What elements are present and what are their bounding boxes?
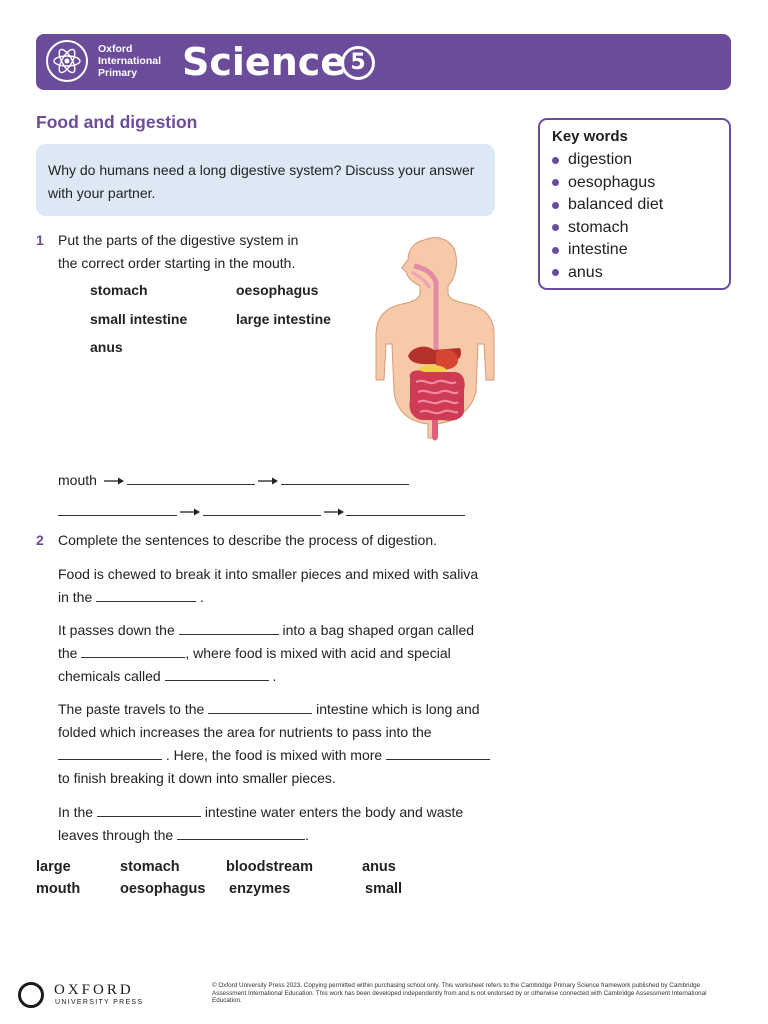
- key-word-item: [552, 239, 717, 262]
- arrow-right-icon: [324, 507, 344, 517]
- fill-blank[interactable]: [58, 745, 162, 760]
- paragraph-1: [58, 563, 508, 609]
- bullet-icon: [552, 224, 559, 231]
- order-blank-3[interactable]: [58, 515, 177, 516]
- paragraph-3: [58, 698, 508, 790]
- publisher-name: OXFORD: [54, 982, 134, 998]
- arrow-right-icon: [258, 476, 278, 486]
- word-bank-item: small: [365, 881, 403, 897]
- text-segment: intestine which is long and: [316, 701, 480, 717]
- text-segment: leaves through the: [58, 827, 174, 843]
- word-bank-item: anus: [362, 859, 396, 875]
- paragraph-2-line-1: [58, 619, 508, 642]
- key-word-item: [552, 194, 717, 217]
- question-2-prompt: Complete the sentences to describe the process of digestion.: [58, 532, 437, 548]
- key-word: anus: [568, 263, 603, 281]
- discussion-box: Why do humans need a long digestive system? Discuss your answer with your partner.: [36, 144, 495, 216]
- bullet-icon: [552, 269, 559, 276]
- key-word-item: [552, 172, 717, 195]
- bullet-icon: [552, 247, 559, 254]
- paragraph-4: [58, 801, 508, 847]
- text-segment: In the: [58, 804, 94, 820]
- paragraph-1-line-1: Food is chewed to break it into smaller pieces and mixed with saliva: [58, 566, 479, 582]
- order-blank-5[interactable]: [346, 515, 465, 516]
- paragraph-3-line-3: [58, 744, 508, 767]
- paragraph-2: [58, 619, 508, 688]
- atom-logo-icon: [46, 40, 88, 82]
- question-2-number: 2: [36, 532, 44, 548]
- fill-blank[interactable]: [165, 666, 269, 681]
- word-bank-item: bloodstream: [226, 859, 314, 875]
- part-word-oesophagus: oesophagus: [236, 282, 319, 298]
- arrow-right-icon: [180, 507, 200, 517]
- copyright-notice: © Oxford University Press 2023. Copying permitted within purchasing school only. This worksheet refers to the Cambridge Primary Science framework published by Cambridge Assessment International Education. This work has been developed independently from and is not endorsed by or otherwise connected with Cambridge Assessment International Education.: [212, 982, 707, 1005]
- question-1-line-2: the correct order starting in the mouth.: [58, 255, 296, 271]
- word-bank-item: large: [36, 859, 71, 875]
- page-title: Food and digestion: [36, 112, 198, 132]
- header-banner: [36, 34, 731, 90]
- subject-title: Science: [182, 40, 347, 84]
- fill-blank[interactable]: [96, 587, 196, 602]
- paragraph-4-line-1: [58, 801, 508, 824]
- key-word: stomach: [568, 218, 629, 236]
- word-bank-item: enzymes: [229, 881, 291, 897]
- bullet-icon: [552, 202, 559, 209]
- part-word-large-intestine: large intestine: [236, 311, 331, 327]
- oxford-logo-icon: [18, 982, 44, 1008]
- word-bank-item: mouth: [36, 881, 81, 897]
- text-segment: . Here, the food is mixed with more: [165, 747, 383, 763]
- key-words-title: Key words: [552, 128, 628, 145]
- part-word-anus: anus: [90, 339, 123, 355]
- text-segment: It passes down the: [58, 622, 175, 638]
- text-segment: the: [58, 645, 78, 661]
- fill-blank[interactable]: [81, 643, 185, 658]
- paragraph-3-line-1: [58, 698, 508, 721]
- level-badge: 5: [341, 46, 375, 80]
- paragraph-4-line-2: [58, 824, 508, 847]
- text-segment: .: [272, 668, 277, 684]
- digestive-system-illustration: [372, 232, 498, 450]
- text-segment: chemicals called: [58, 668, 161, 684]
- part-word-stomach: stomach: [90, 282, 148, 298]
- paragraph-3-line-2: folded which increases the area for nutrients to pass into the: [58, 724, 432, 740]
- text-segment: into a bag shaped organ called: [282, 622, 475, 638]
- publisher-subtitle: UNIVERSITY PRESS: [55, 999, 144, 1006]
- text-segment: .: [200, 589, 204, 605]
- order-blank-2[interactable]: [281, 484, 409, 485]
- bullet-icon: [552, 179, 559, 186]
- key-word: digestion: [568, 151, 633, 168]
- key-word: oesophagus: [568, 173, 656, 191]
- key-word-item: [552, 262, 717, 285]
- paragraph-1-line-2: [58, 586, 508, 609]
- text-segment: intestine water enters the body and waste: [204, 804, 464, 820]
- order-start-word: mouth: [58, 472, 97, 488]
- arrow-right-icon: [104, 476, 124, 486]
- fill-blank[interactable]: [177, 825, 305, 840]
- key-word-item: [552, 217, 717, 240]
- key-word-item: [552, 149, 717, 172]
- fill-blank[interactable]: [179, 620, 279, 635]
- order-blank-4[interactable]: [203, 515, 321, 516]
- text-segment: .: [305, 827, 309, 843]
- text-segment: The paste travels to the: [58, 701, 205, 717]
- bullet-icon: [552, 157, 559, 164]
- text-segment: , where food is mixed with acid and special: [185, 645, 451, 661]
- word-bank-item: oesophagus: [120, 881, 206, 897]
- brand-line-2: International: [98, 55, 162, 67]
- paragraph-2-line-2: [58, 642, 508, 665]
- key-word: intestine: [568, 241, 628, 258]
- text-segment: in the: [58, 589, 93, 605]
- part-word-small-intestine: small intestine: [90, 311, 188, 327]
- fill-blank[interactable]: [386, 745, 490, 760]
- word-bank-item: stomach: [120, 859, 180, 875]
- brand-name: [98, 43, 161, 79]
- brand-line-1: Oxford: [98, 43, 133, 55]
- fill-blank[interactable]: [208, 699, 312, 714]
- order-blank-1[interactable]: [127, 484, 255, 485]
- key-words-box: [538, 118, 731, 290]
- fill-blank[interactable]: [97, 802, 201, 817]
- question-1-line-1: Put the parts of the digestive system in: [58, 232, 299, 248]
- key-word: balanced diet: [568, 196, 664, 213]
- question-1-number: 1: [36, 232, 44, 248]
- paragraph-2-line-3: [58, 665, 508, 688]
- brand-line-3: Primary: [98, 67, 138, 79]
- paragraph-3-line-4: to finish breaking it down into smaller pieces.: [58, 770, 336, 786]
